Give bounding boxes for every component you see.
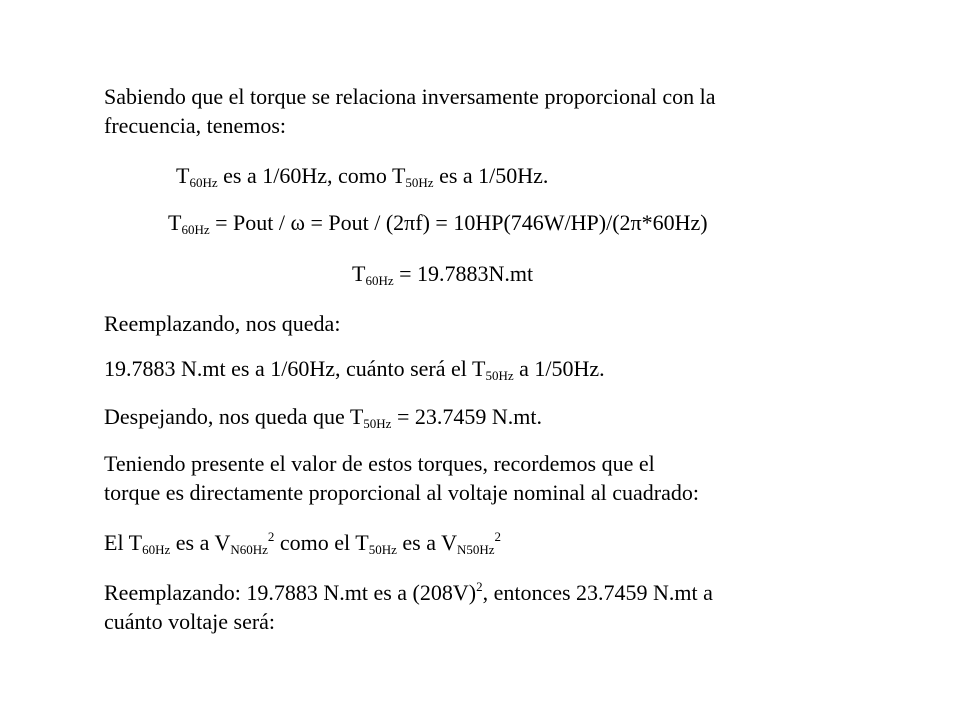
subscript-60hz: 60Hz xyxy=(365,273,394,288)
line-text: Despejando, nos queda que T xyxy=(104,404,364,429)
superscript-2: 2 xyxy=(267,529,275,544)
subscript-50hz: 50Hz xyxy=(368,542,397,557)
line-text: Teniendo presente el valor de estos torques, recordemos que el xyxy=(104,451,655,476)
line-text: es a V xyxy=(170,530,231,555)
equation-proportion xyxy=(176,163,548,189)
subscript-60hz: 60Hz xyxy=(189,175,218,190)
equation-text: es a 1/50Hz. xyxy=(433,163,549,188)
text-line-intro-continued xyxy=(104,113,286,139)
line-text: a 1/50Hz. xyxy=(513,356,605,381)
subscript-60hz: 60Hz xyxy=(181,222,210,237)
text-line-recall xyxy=(104,451,655,477)
subscript-50hz: 50Hz xyxy=(405,175,434,190)
subscript-50hz: 50Hz xyxy=(485,368,514,383)
symbol-t: T xyxy=(176,163,190,188)
text-line-final-question xyxy=(104,609,275,635)
superscript-2: 2 xyxy=(494,529,502,544)
equation-text: = 19.7883N.mt xyxy=(393,261,534,286)
line-text: Reemplazando, nos queda: xyxy=(104,311,341,336)
superscript-2: 2 xyxy=(476,579,483,594)
equation-text: es a 1/60Hz, como T xyxy=(217,163,406,188)
text-line-solving xyxy=(104,404,542,430)
text-line-question xyxy=(104,356,605,382)
line-text: El T xyxy=(104,530,143,555)
text-line-intro xyxy=(104,84,716,110)
subscript-60hz: 60Hz xyxy=(142,542,171,557)
line-text: Sabiendo que el torque se relaciona inversamente proporcional con la xyxy=(104,84,716,109)
line-text: = 23.7459 N.mt. xyxy=(391,404,542,429)
line-text: Reemplazando: 19.7883 N.mt es a (208V) xyxy=(104,580,477,605)
line-text: 19.7883 N.mt es a 1/60Hz, cuánto será el T xyxy=(104,356,486,381)
subscript-n50hz: N50Hz xyxy=(456,542,495,557)
symbol-t: T xyxy=(168,210,182,235)
line-text: cuánto voltaje será: xyxy=(104,609,276,634)
equation-text: = Pout / ω = Pout / (2πf) = 10HP(746W/HP)/(2π*60Hz) xyxy=(209,210,708,235)
line-text: frecuencia, tenemos: xyxy=(104,113,287,138)
equation-torque-result xyxy=(352,261,533,287)
equation-torque-formula xyxy=(168,210,708,236)
line-text: torque es directamente proporcional al voltaje nominal al cuadrado: xyxy=(104,480,699,505)
text-line-replacing xyxy=(104,311,340,337)
equation-voltage-proportion xyxy=(104,530,501,556)
line-text: , entonces 23.7459 N.mt a xyxy=(482,580,713,605)
line-text: es a V xyxy=(396,530,457,555)
text-line-replacing-voltage xyxy=(104,580,713,606)
text-line-recall-continued xyxy=(104,480,699,506)
subscript-n60hz: N60Hz xyxy=(230,542,268,557)
symbol-t: T xyxy=(352,261,366,286)
line-text: como el T xyxy=(274,530,369,555)
subscript-50hz: 50Hz xyxy=(363,416,392,431)
